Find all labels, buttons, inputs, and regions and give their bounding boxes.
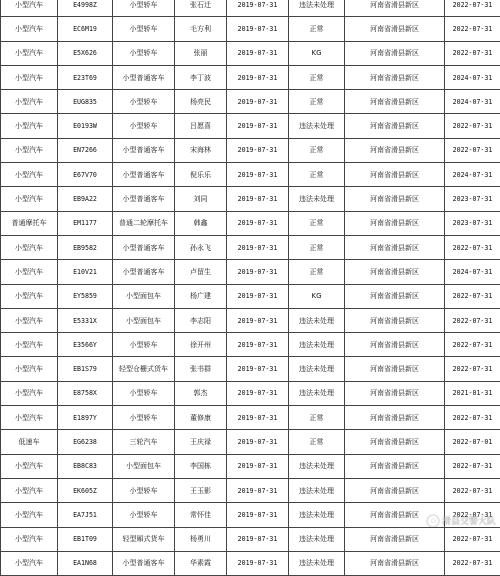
record-date-cell: 2019-07-31 [227, 551, 289, 575]
region-cell: 河南省滑县新区 [345, 430, 445, 454]
plate-number-cell: EUG835 [58, 90, 113, 114]
region-cell: 河南省滑县新区 [345, 211, 445, 235]
vehicle-category-cell: 小型汽车 [1, 478, 58, 502]
table-row [1, 454, 500, 478]
expiry-date-cell: 2022-07-31 [445, 235, 500, 259]
table-row [1, 41, 500, 65]
plate-number-cell: EC6M19 [58, 17, 113, 41]
status-cell: KG [289, 284, 345, 308]
vehicle-type-cell: 轻型仓栅式货车 [113, 357, 175, 381]
expiry-date-cell: 2023-07-31 [445, 187, 500, 211]
plate-number-cell: EB1T09 [58, 527, 113, 551]
table-row [1, 65, 500, 89]
status-cell: 违法未处理 [289, 357, 345, 381]
plate-number-cell: EN7266 [58, 138, 113, 162]
status-cell: 违法未处理 [289, 527, 345, 551]
record-date-cell: 2019-07-31 [227, 308, 289, 332]
record-date-cell: 2019-07-31 [227, 90, 289, 114]
table-row [1, 187, 500, 211]
vehicle-category-cell: 小型汽车 [1, 284, 58, 308]
expiry-date-cell: 2022-07-31 [445, 0, 500, 17]
expiry-date-cell: 2022-07-31 [445, 503, 500, 527]
vehicle-type-cell: 小型轿车 [113, 17, 175, 41]
plate-number-cell: EB1S79 [58, 357, 113, 381]
plate-number-cell: EB8C83 [58, 454, 113, 478]
vehicle-category-cell: 小型汽车 [1, 551, 58, 575]
plate-number-cell: E1897Y [58, 406, 113, 430]
table-row [1, 551, 500, 575]
region-cell: 河南省滑县新区 [345, 187, 445, 211]
owner-name-cell: 倪乐乐 [175, 163, 227, 187]
vehicle-category-cell: 小型汽车 [1, 454, 58, 478]
record-date-cell: 2019-07-31 [227, 454, 289, 478]
vehicle-type-cell: 三轮汽车 [113, 430, 175, 454]
vehicle-category-cell: 小型汽车 [1, 163, 58, 187]
owner-name-cell: 刘同 [175, 187, 227, 211]
table-row [1, 211, 500, 235]
status-cell: 正常 [289, 17, 345, 41]
vehicle-type-cell: 小型轿车 [113, 114, 175, 138]
record-date-cell: 2019-07-31 [227, 503, 289, 527]
status-cell: KG [289, 41, 345, 65]
record-date-cell: 2019-07-31 [227, 430, 289, 454]
expiry-date-cell: 2022-07-31 [445, 41, 500, 65]
owner-name-cell: 郭杰 [175, 381, 227, 405]
expiry-date-cell: 2023-07-31 [445, 211, 500, 235]
table-row [1, 381, 500, 405]
owner-name-cell: 杨亮民 [175, 90, 227, 114]
region-cell: 河南省滑县新区 [345, 235, 445, 259]
status-cell: 违法未处理 [289, 333, 345, 357]
region-cell: 河南省滑县新区 [345, 527, 445, 551]
owner-name-cell: 宋海林 [175, 138, 227, 162]
vehicle-type-cell: 小型轿车 [113, 478, 175, 502]
table-row [1, 503, 500, 527]
status-cell: 违法未处理 [289, 114, 345, 138]
record-date-cell: 2019-07-31 [227, 357, 289, 381]
expiry-date-cell: 2022-07-31 [445, 333, 500, 357]
record-date-cell: 2019-07-31 [227, 211, 289, 235]
expiry-date-cell: 2024-07-31 [445, 163, 500, 187]
vehicle-category-cell: 低速车 [1, 430, 58, 454]
owner-name-cell: 张书群 [175, 357, 227, 381]
status-cell: 违法未处理 [289, 187, 345, 211]
vehicle-type-cell: 普通二轮摩托车 [113, 211, 175, 235]
vehicle-type-cell: 小型普通客车 [113, 163, 175, 187]
record-date-cell: 2019-07-31 [227, 284, 289, 308]
plate-number-cell: E5331X [58, 308, 113, 332]
expiry-date-cell: 2022-07-31 [445, 551, 500, 575]
plate-number-cell: E3566Y [58, 333, 113, 357]
region-cell: 河南省滑县新区 [345, 90, 445, 114]
table-row [1, 90, 500, 114]
owner-name-cell: 李丁波 [175, 65, 227, 89]
watermark [427, 514, 496, 527]
vehicle-type-cell: 小型面包车 [113, 454, 175, 478]
vehicle-type-cell: 小型轿车 [113, 0, 175, 17]
status-cell: 正常 [289, 138, 345, 162]
plate-number-cell: EB9582 [58, 235, 113, 259]
owner-name-cell: 董修康 [175, 406, 227, 430]
table-row [1, 235, 500, 259]
expiry-date-cell: 2021-01-31 [445, 381, 500, 405]
table-row [1, 138, 500, 162]
owner-name-cell: 徐开州 [175, 333, 227, 357]
region-cell: 河南省滑县新区 [345, 478, 445, 502]
expiry-date-cell: 2022-07-31 [445, 527, 500, 551]
plate-number-cell: EY5859 [58, 284, 113, 308]
record-date-cell: 2019-07-31 [227, 65, 289, 89]
vehicle-category-cell: 小型汽车 [1, 17, 58, 41]
vehicle-type-cell: 小型普通客车 [113, 551, 175, 575]
region-cell: 河南省滑县新区 [345, 551, 445, 575]
plate-number-cell: E23T69 [58, 65, 113, 89]
vehicle-type-cell: 小型轿车 [113, 90, 175, 114]
vehicle-category-cell: 小型汽车 [1, 527, 58, 551]
record-date-cell: 2019-07-31 [227, 235, 289, 259]
record-date-cell: 2019-07-31 [227, 138, 289, 162]
vehicle-category-cell: 小型汽车 [1, 187, 58, 211]
expiry-date-cell: 2022-07-31 [445, 308, 500, 332]
vehicle-category-cell: 小型汽车 [1, 0, 58, 17]
region-cell: 河南省滑县新区 [345, 503, 445, 527]
vehicle-category-cell: 小型汽车 [1, 503, 58, 527]
region-cell: 河南省滑县新区 [345, 260, 445, 284]
record-date-cell: 2019-07-31 [227, 41, 289, 65]
vehicle-type-cell: 小型轿车 [113, 503, 175, 527]
vehicle-type-cell: 小型普通客车 [113, 138, 175, 162]
vehicle-type-cell: 小型面包车 [113, 284, 175, 308]
vehicle-category-cell: 小型汽车 [1, 138, 58, 162]
expiry-date-cell: 2024-07-31 [445, 90, 500, 114]
owner-name-cell: 卢留生 [175, 260, 227, 284]
vehicle-category-cell: 小型汽车 [1, 333, 58, 357]
expiry-date-cell: 2022-07-31 [445, 478, 500, 502]
status-cell: 违法未处理 [289, 478, 345, 502]
region-cell: 河南省滑县新区 [345, 406, 445, 430]
record-date-cell: 2019-07-31 [227, 17, 289, 41]
vehicle-type-cell: 小型轿车 [113, 333, 175, 357]
status-cell: 正常 [289, 163, 345, 187]
plate-number-cell: E5X626 [58, 41, 113, 65]
owner-name-cell: 李国栋 [175, 454, 227, 478]
vehicle-category-cell: 小型汽车 [1, 260, 58, 284]
vehicle-type-cell: 轻型厢式货车 [113, 527, 175, 551]
owner-name-cell: 王庆禄 [175, 430, 227, 454]
table-row [1, 478, 500, 502]
table-row [1, 0, 500, 17]
expiry-date-cell: 2022-07-31 [445, 406, 500, 430]
owner-name-cell: 毛方利 [175, 17, 227, 41]
owner-name-cell: 韩鑫 [175, 211, 227, 235]
record-date-cell: 2019-07-31 [227, 333, 289, 357]
vehicle-category-cell: 小型汽车 [1, 235, 58, 259]
plate-number-cell: EG6238 [58, 430, 113, 454]
owner-name-cell: 张丽 [175, 41, 227, 65]
table-row [1, 260, 500, 284]
plate-number-cell: EK605Z [58, 478, 113, 502]
vehicle-category-cell: 小型汽车 [1, 357, 58, 381]
table-row [1, 357, 500, 381]
vehicle-category-cell: 小型汽车 [1, 41, 58, 65]
region-cell: 河南省滑县新区 [345, 41, 445, 65]
expiry-date-cell: 2022-07-01 [445, 430, 500, 454]
status-cell: 违法未处理 [289, 308, 345, 332]
vehicle-type-cell: 小型轿车 [113, 406, 175, 430]
plate-number-cell: EM1177 [58, 211, 113, 235]
record-date-cell: 2019-07-31 [227, 478, 289, 502]
plate-number-cell: EA1N68 [58, 551, 113, 575]
region-cell: 河南省滑县新区 [345, 284, 445, 308]
table-row [1, 406, 500, 430]
plate-number-cell: EB9A22 [58, 187, 113, 211]
table-row [1, 308, 500, 332]
region-cell: 河南省滑县新区 [345, 163, 445, 187]
plate-number-cell: E8758X [58, 381, 113, 405]
region-cell: 河南省滑县新区 [345, 65, 445, 89]
vehicle-category-cell: 小型汽车 [1, 114, 58, 138]
record-date-cell: 2019-07-31 [227, 381, 289, 405]
expiry-date-cell: 2022-07-31 [445, 454, 500, 478]
status-cell: 违法未处理 [289, 551, 345, 575]
status-cell: 正常 [289, 235, 345, 259]
vehicle-type-cell: 小型普通客车 [113, 187, 175, 211]
status-cell: 正常 [289, 406, 345, 430]
vehicle-category-cell: 小型汽车 [1, 308, 58, 332]
region-cell: 河南省滑县新区 [345, 138, 445, 162]
owner-name-cell: 孙永飞 [175, 235, 227, 259]
owner-name-cell: 张石迁 [175, 0, 227, 17]
vehicle-category-cell: 小型汽车 [1, 65, 58, 89]
vehicle-category-cell: 小型汽车 [1, 381, 58, 405]
table-row [1, 284, 500, 308]
status-cell: 正常 [289, 430, 345, 454]
region-cell: 河南省滑县新区 [345, 333, 445, 357]
owner-name-cell: 王玉影 [175, 478, 227, 502]
region-cell: 河南省滑县新区 [345, 114, 445, 138]
owner-name-cell: 吕愿喜 [175, 114, 227, 138]
expiry-date-cell: 2022-07-31 [445, 138, 500, 162]
status-cell: 违法未处理 [289, 503, 345, 527]
owner-name-cell: 常怀佳 [175, 503, 227, 527]
status-cell: 正常 [289, 211, 345, 235]
vehicle-type-cell: 小型轿车 [113, 381, 175, 405]
owner-name-cell: 华素霞 [175, 551, 227, 575]
status-cell: 正常 [289, 260, 345, 284]
region-cell: 河南省滑县新区 [345, 357, 445, 381]
vehicle-category-cell: 小型汽车 [1, 406, 58, 430]
table-row [1, 163, 500, 187]
table-row [1, 114, 500, 138]
expiry-date-cell: 2022-07-31 [445, 357, 500, 381]
status-cell: 违法未处理 [289, 454, 345, 478]
status-cell: 正常 [289, 90, 345, 114]
owner-name-cell: 杨勇川 [175, 527, 227, 551]
vehicle-type-cell: 小型普通客车 [113, 260, 175, 284]
record-date-cell: 2019-07-31 [227, 114, 289, 138]
expiry-date-cell: 2022-07-31 [445, 17, 500, 41]
vehicle-type-cell: 小型普通客车 [113, 65, 175, 89]
vehicle-type-cell: 小型面包车 [113, 308, 175, 332]
expiry-date-cell: 2022-07-31 [445, 284, 500, 308]
plate-number-cell: EA7J51 [58, 503, 113, 527]
record-date-cell: 2019-07-31 [227, 260, 289, 284]
owner-name-cell: 李志阳 [175, 308, 227, 332]
watermark-text: 滑县交警大队 [442, 514, 496, 527]
plate-number-cell: E0193W [58, 114, 113, 138]
plate-number-cell: E10V21 [58, 260, 113, 284]
vehicle-category-cell: 普通摩托车 [1, 211, 58, 235]
plate-number-cell: E4998Z [58, 0, 113, 17]
status-cell: 正常 [289, 65, 345, 89]
status-cell: 违法未处理 [289, 0, 345, 17]
region-cell: 河南省滑县新区 [345, 381, 445, 405]
region-cell: 河南省滑县新区 [345, 0, 445, 17]
table-row [1, 17, 500, 41]
vehicle-type-cell: 小型轿车 [113, 41, 175, 65]
expiry-date-cell: 2024-07-31 [445, 260, 500, 284]
table-row [1, 333, 500, 357]
status-cell: 违法未处理 [289, 381, 345, 405]
wechat-channel-icon [427, 515, 439, 527]
record-date-cell: 2019-07-31 [227, 187, 289, 211]
table-row [1, 430, 500, 454]
region-cell: 河南省滑县新区 [345, 308, 445, 332]
record-date-cell: 2019-07-31 [227, 527, 289, 551]
region-cell: 河南省滑县新区 [345, 17, 445, 41]
vehicle-category-cell: 小型汽车 [1, 90, 58, 114]
table-row [1, 527, 500, 551]
record-date-cell: 2019-07-31 [227, 163, 289, 187]
plate-number-cell: E67V70 [58, 163, 113, 187]
region-cell: 河南省滑县新区 [345, 454, 445, 478]
record-date-cell: 2019-07-31 [227, 406, 289, 430]
expiry-date-cell: 2024-07-31 [445, 65, 500, 89]
vehicle-type-cell: 小型普通客车 [113, 235, 175, 259]
record-date-cell: 2019-07-31 [227, 0, 289, 17]
expiry-date-cell: 2022-07-31 [445, 114, 500, 138]
owner-name-cell: 杨广建 [175, 284, 227, 308]
